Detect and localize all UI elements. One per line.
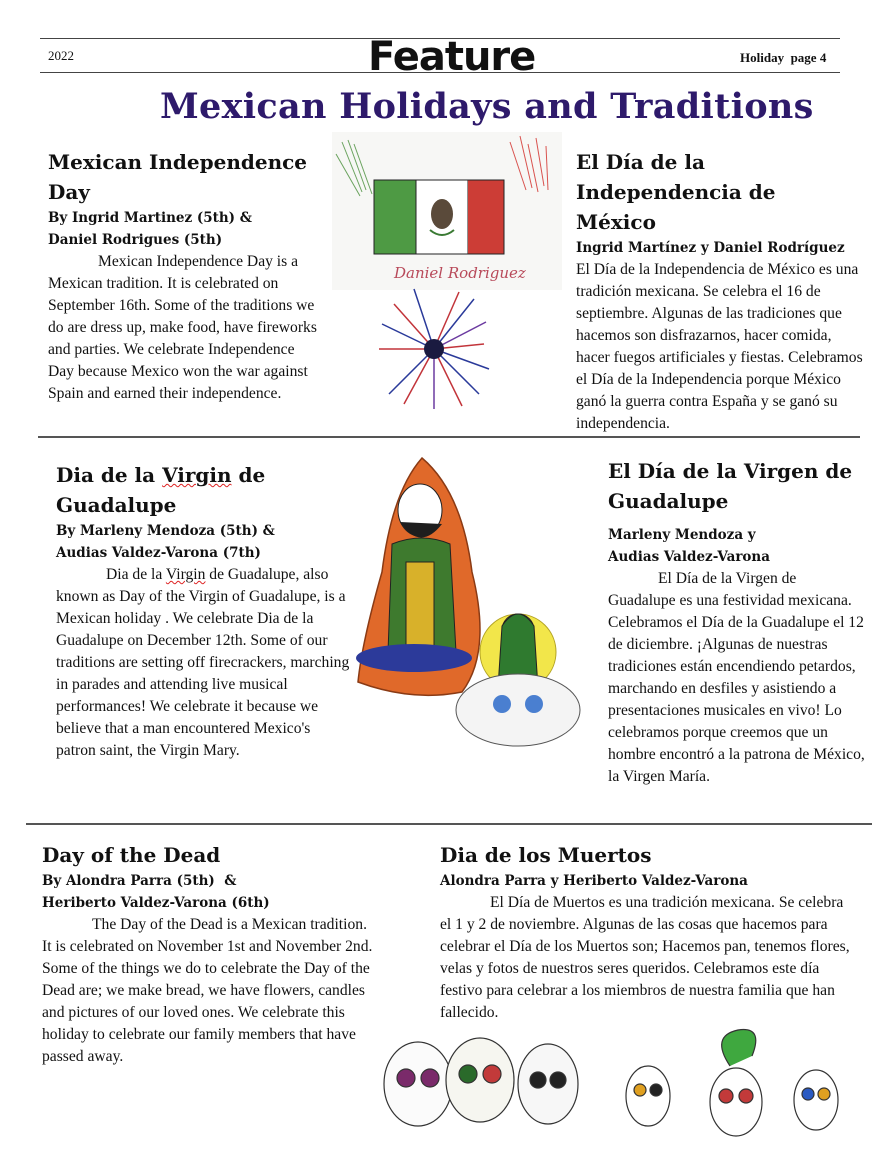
body-part: Virgin [165, 566, 206, 583]
article-heading: Dia de los Muertos [440, 843, 652, 867]
body-part: Dia de la [106, 566, 166, 583]
article-guadalupe-es [608, 456, 870, 788]
article-body: El Día de la Virgen de Guadalupe es una festividad mexicana. Celebramos el Día de la Guadalupe el 12 de diciembre. ¡Algunas de nuestras tradiciones están encendiendo petardos, marchando en desfiles y asistiendo a presentaciones musicales en vivo! Lo celebramos porque creemos que un hombre encontró a la patrona de México, la Virgen María. [608, 570, 865, 785]
byline: Marleny Mendoza y [608, 527, 756, 543]
header-year: 2022 [48, 48, 74, 63]
page-label: Holiday page 4 [740, 50, 827, 65]
byline: Audias Valdez-Varona (7th) [56, 545, 261, 561]
article-dead-en [42, 840, 377, 1068]
firework-drawing [374, 284, 494, 414]
section-divider [38, 436, 860, 438]
article-heading: Day of the Dead [42, 843, 221, 867]
byline: By Marleny Mendoza (5th) & [56, 523, 275, 539]
article-dead-es [440, 840, 860, 1024]
article-independence-en [48, 147, 338, 405]
article-heading: Mexican Independence Day [48, 150, 308, 204]
heading-part: de Guadalupe [56, 463, 266, 517]
flag-illustration [332, 132, 562, 290]
byline: Ingrid Martínez y Daniel Rodríguez [576, 240, 845, 256]
sugar-skulls-drawing [380, 1026, 860, 1146]
virgin-guadalupe-drawing [352, 452, 602, 762]
article-heading [56, 460, 356, 520]
article-body: The Day of the Dead is a Mexican tradition. It is celebrated on November 1st and November 2nd. Some of the things we do to celebrate the Day of the Dead are; we make bread, we have flowers, candles and pictures of our loved ones. We celebrate this holiday to celebrate our family members that have passed away. [42, 916, 373, 1065]
byline: Daniel Rodrigues (5th) [48, 232, 223, 248]
byline: By Ingrid Martinez (5th) & [48, 210, 252, 226]
article-heading: El Día de la Independencia de México [576, 150, 776, 234]
article-body [56, 564, 354, 762]
byline: Alondra Parra y Heriberto Valdez-Varona [440, 873, 748, 889]
article-body: El Día de la Independencia de México es una tradición mexicana. Se celebra el 16 de septiembre. Algunas de las tradiciones que hacemos son disfrazarnos, hacer comida, hacer fuegos artificiales y fiestas. Celebramos el Día de la Independencia porque México ganó la guerra contra España y se ganó su independencia. [576, 261, 863, 432]
byline: By Alondra Parra (5th) & [42, 873, 237, 889]
flag-drawing [332, 132, 562, 290]
article-body: El Día de Muertos es una tradición mexicana. Se celebra el 1 y 2 de noviembre. Algunas de las cosas que hacemos para celebrar el Día de los Muertos son; Hacemos pan, tenemos flores, velas y fotos de nuestros seres queridos. Celebramos este día festivo para celebrar a los miembros de nuestra familia que han fallecido. [440, 894, 850, 1021]
section-name: Feature [368, 34, 536, 80]
heading-part: Dia de la [56, 463, 163, 487]
flag-signature: Daniel Rodriguez [394, 264, 526, 282]
section-divider [26, 823, 872, 825]
heading-part: Virgin [162, 463, 232, 487]
page-title: Mexican Holidays and Traditions [160, 86, 814, 127]
article-independence-es [576, 147, 866, 435]
article-heading: El Día de la Virgen de Guadalupe [608, 459, 853, 513]
body-part: de Guadalupe, also known as Day of the Virgin of Guadalupe, is a Mexican holiday . We celebrate Dia de la Guadalupe on December 12th. Some of our traditions are setting off firecrackers, marching in parades and attending live musical performances! We celebrate it because we believe that a man encountered Mexico's patron saint, the Virgin Mary. [56, 566, 350, 759]
article-guadalupe-en [56, 460, 356, 762]
article-body: Mexican Independence Day is a Mexican tradition. It is celebrated on September 16th. Some of the traditions we do are dress up, make food, have fireworks and parties. We celebrate Independence Day because Mexico won the war against Spain and earned their independence. [48, 253, 317, 402]
byline: Heriberto Valdez-Varona (6th) [42, 895, 270, 911]
byline: Audias Valdez-Varona [608, 549, 770, 565]
